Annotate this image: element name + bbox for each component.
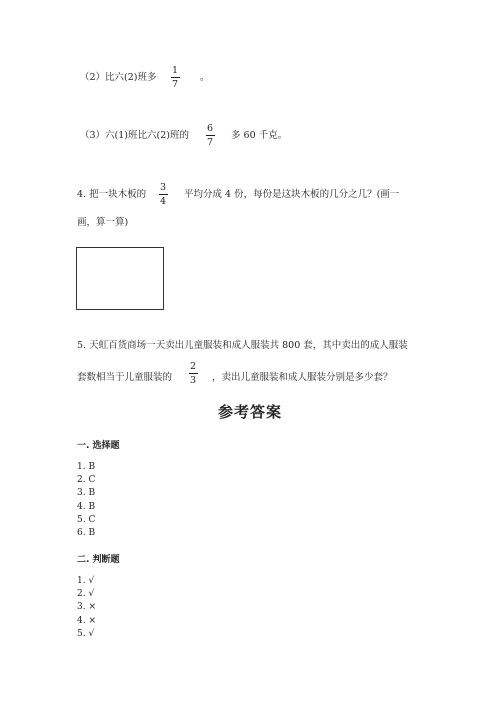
q5-text-after: ，卖出儿童服装和成人服装分别是多少套？	[212, 372, 393, 383]
q4-text-before: 4. 把一块木板的	[77, 189, 147, 200]
choice-answer-list	[77, 461, 95, 540]
q5-fraction-denominator: 3	[190, 374, 197, 386]
q5-fraction-numerator: 2	[190, 361, 197, 372]
section-judge-heading: 二. 判断题	[77, 555, 120, 565]
q4-fraction-denominator: 4	[160, 195, 167, 207]
q5-text-line1: 5. 天虹百货商场一天卖出儿童服装和成人服装共 800 套，其中卖出的成人服装	[77, 340, 408, 351]
list-item: 4. B	[77, 501, 96, 512]
q2-fraction	[170, 66, 180, 89]
list-item: 3. B	[77, 488, 96, 499]
list-item: 6. B	[77, 528, 96, 539]
q4-fraction	[158, 183, 168, 206]
q2-text-before: （2）比六(2)班多	[80, 72, 157, 83]
q5-text-before: 套数相当于儿童服装的	[77, 372, 173, 383]
answer-key-title: 参考答案	[217, 403, 282, 421]
list-item: 3. ×	[77, 602, 96, 613]
list-item: 4. ×	[77, 615, 96, 626]
drawing-box	[76, 247, 164, 310]
section-choice-heading: 一. 选择题	[77, 441, 120, 451]
q3-fraction-denominator: 7	[207, 136, 214, 148]
q3-fraction	[205, 124, 215, 147]
list-item: 1. √	[77, 576, 95, 586]
q2-fraction-denominator: 7	[172, 78, 179, 90]
list-item: 5. C	[77, 514, 96, 525]
q4-text-line2: 画，算一算)	[77, 217, 129, 228]
q2-text-after: 。	[200, 72, 210, 83]
list-item: 5. √	[77, 628, 95, 639]
list-item: 1. B	[77, 462, 96, 472]
q4-text-after: 平均分成 4 份，每份是这块木板的几分之几？(画一	[184, 189, 400, 200]
q5-fraction	[188, 362, 198, 385]
list-item: 2. C	[77, 475, 96, 486]
judge-answer-list	[77, 575, 96, 641]
q3-text-before: （3）六(1)班比六(2)班的	[80, 130, 189, 141]
q4-fraction-numerator: 3	[160, 182, 167, 193]
q2-fraction-numerator: 1	[172, 65, 179, 76]
list-item: 2. √	[77, 589, 95, 600]
q3-text-after: 多 60 千克。	[231, 130, 288, 141]
q3-fraction-numerator: 6	[207, 123, 214, 134]
